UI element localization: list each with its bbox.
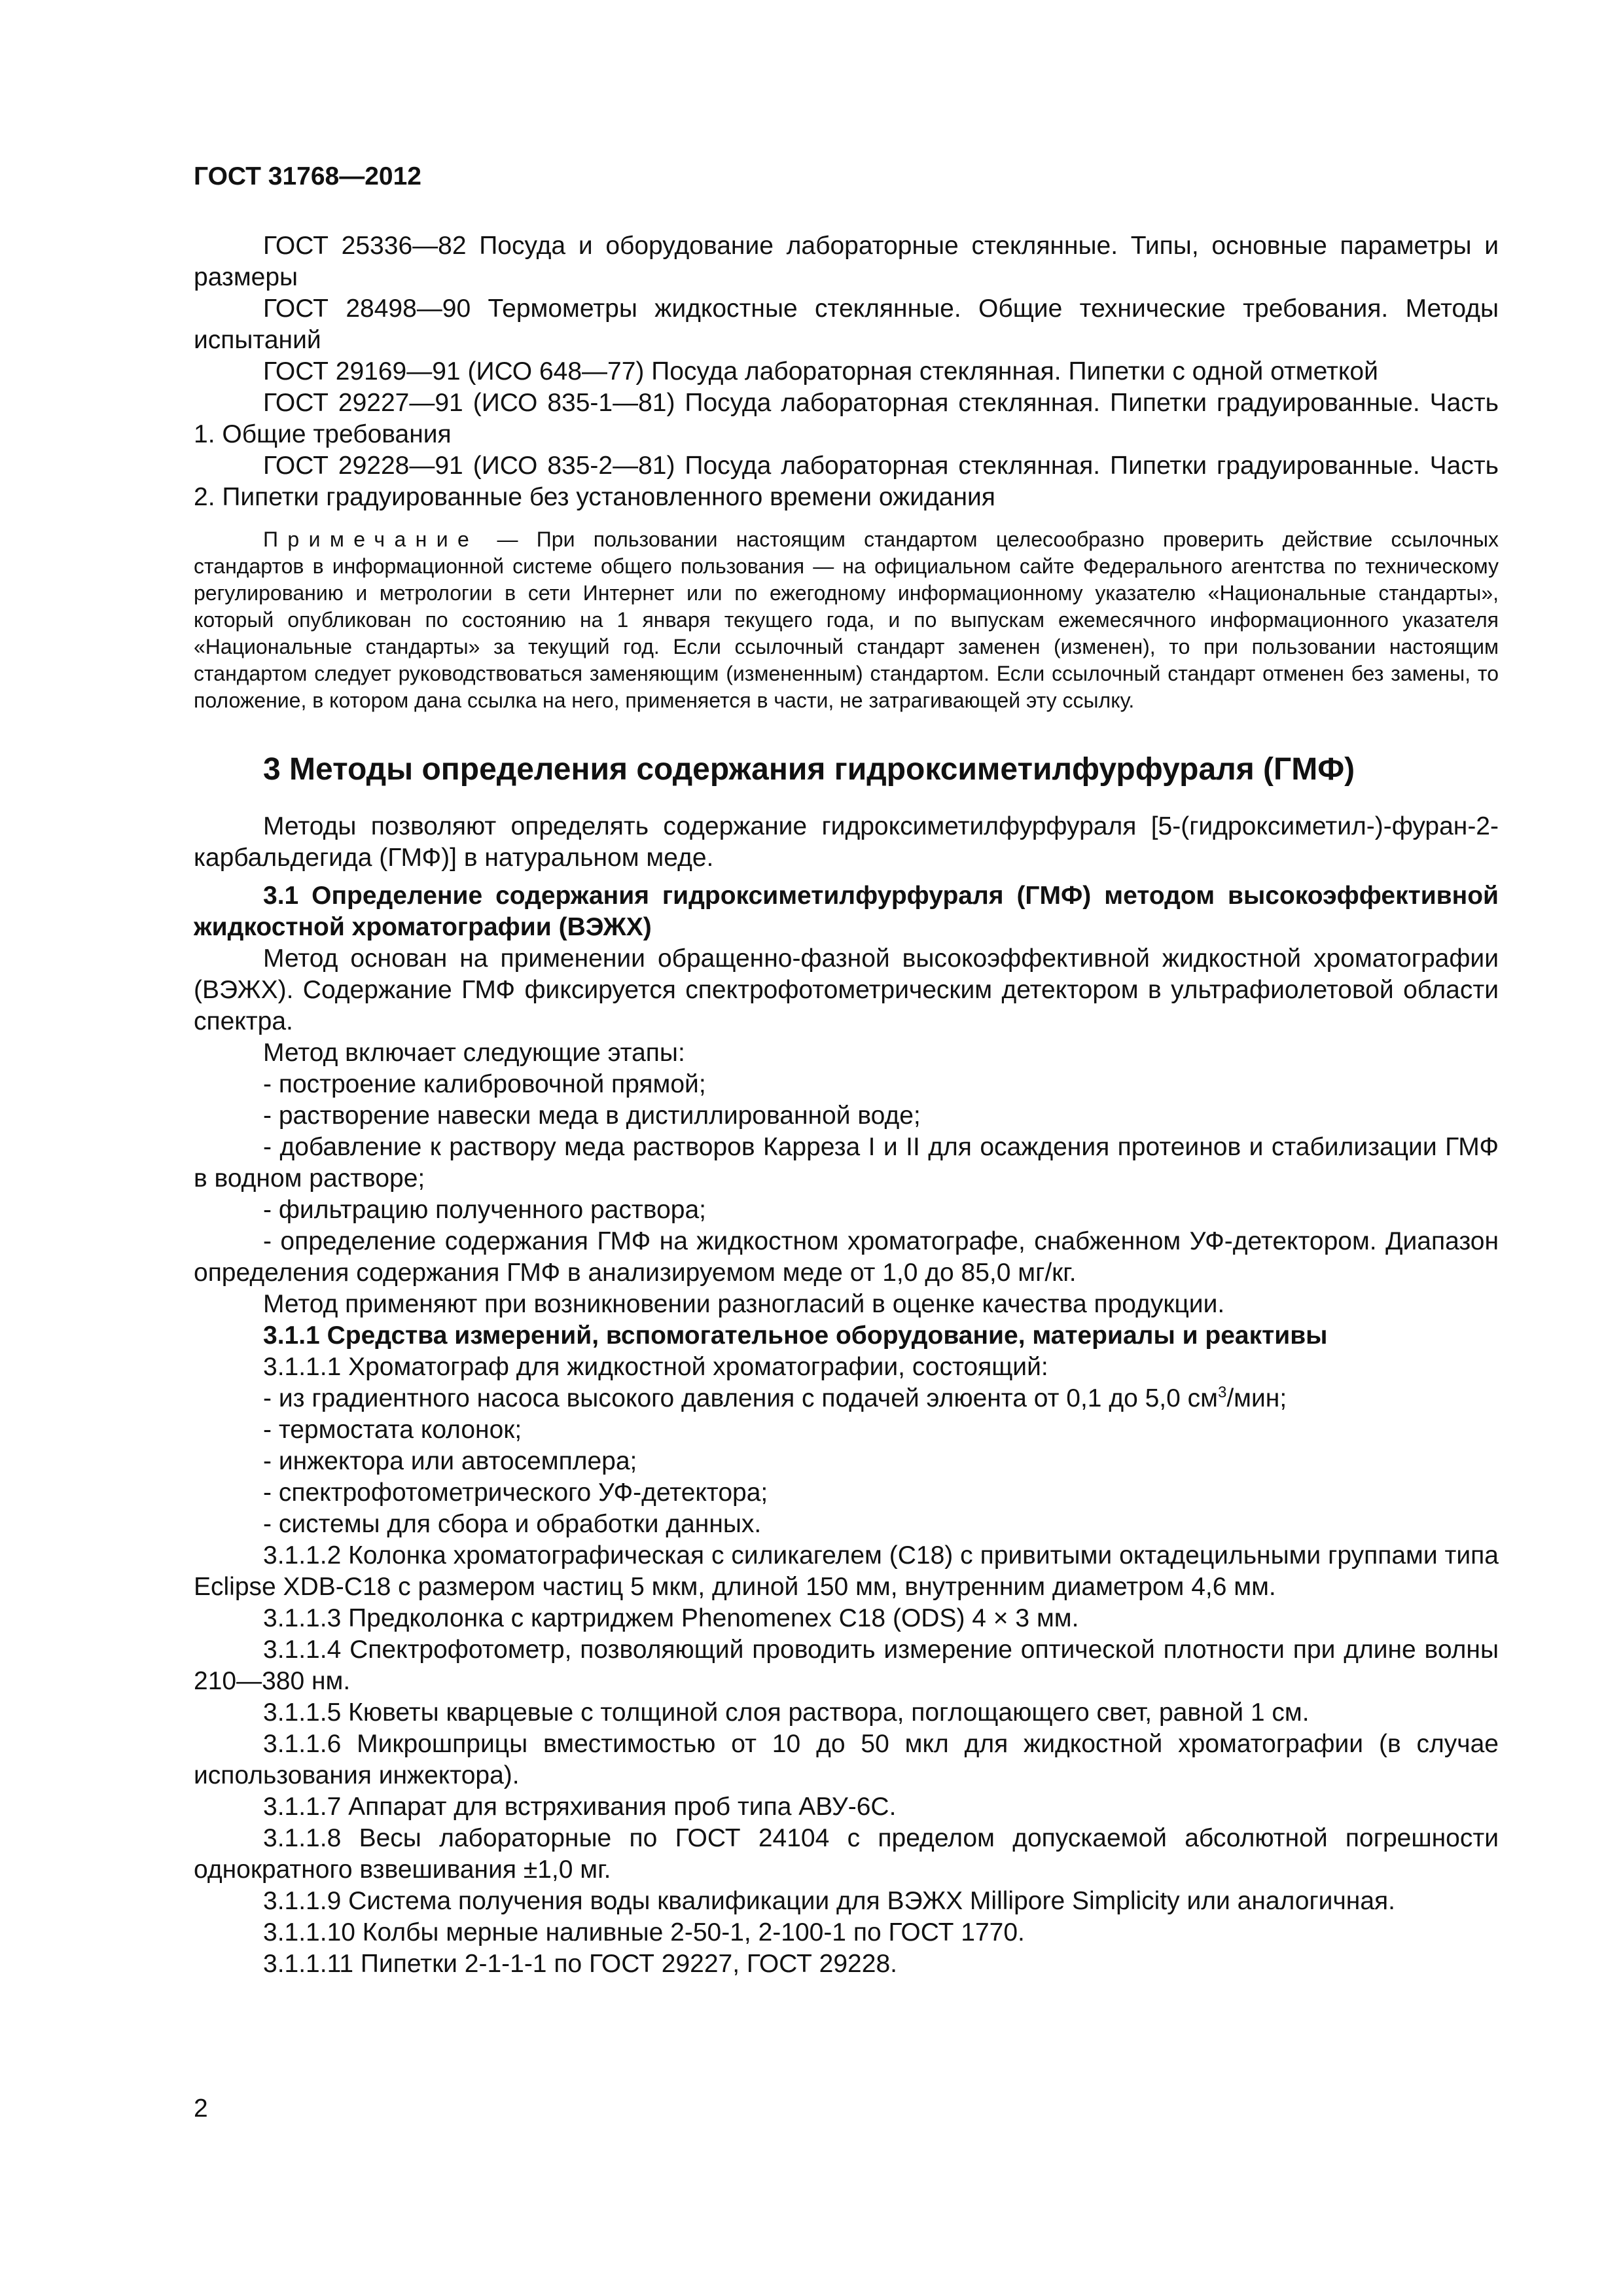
subsubsection-heading: 3.1.1 Средства измерений, вспомогательное оборудование, материалы и реактивы [263,1321,1328,1350]
list-item [194,1383,1499,1414]
numbered-item: 3.1.1.10 Колбы мерные наливные 2-50-1, 2-100-1 по ГОСТ 1770. [263,1918,1025,1946]
paragraph: Метод включает следующие этапы: [263,1039,685,1067]
note-label: Примечание [263,528,479,551]
section-heading: 3 Методы определения содержания гидроксиметилфурфураля (ГМФ) [263,752,1355,787]
list-item-text: - из градиентного насоса высокого давления с подачей элюента от 0,1 до 5,0 см [263,1384,1218,1412]
section-intro: Методы позволяют определять содержание гидроксиметилфурфураля [5-(гидроксиметил-)-фуран-2-карбальдегида (ГМФ)] в натуральном меде. [194,812,1499,872]
list-item: - спектрофотометрического УФ-детектора; [263,1479,768,1507]
numbered-item: 3.1.1.7 Аппарат для встряхивания проб типа АВУ-6С. [263,1793,897,1821]
note-text: — При пользовании настоящим стандартом целесообразно проверить действие ссылочных стандартов в информационной системе общего пользования — на официальном сайте Федерального агентства по техническому регулированию и метрологии в сети Интернет или по ежегодному информационному указателю «Национальные стандарты», который опубликован по состоянию на 1 января текущего года, и по выпускам ежемесячного информационного указателя «Национальные стандарты» за текущий год. Если ссылочный стандарт заменен (изменен), то при пользовании настоящим стандартом следует руководствоваться заменяющим (измененным) стандартом. Если ссылочный стандарт отменен без замены, то положение, в котором дана ссылка на него, применяется в части, не затрагивающей эту ссылку. [194,528,1499,712]
subsection-heading: 3.1 Определение содержания гидроксиметилфурфураля (ГМФ) методом высокоэффективной жидкостной хроматографии (ВЭЖХ) [194,882,1499,941]
list-item-text: /мин; [1226,1384,1287,1412]
numbered-item: 3.1.1.8 Весы лабораторные по ГОСТ 24104 с пределом допускаемой абсолютной погрешности однократного взвешивания ±1,0 мг. [194,1824,1499,1884]
numbered-item: 3.1.1.5 Кюветы кварцевые с толщиной слоя раствора, поглощающего свет, равной 1 см. [263,1698,1310,1727]
reference-item: ГОСТ 29169—91 (ИСО 648—77) Посуда лабораторная стеклянная. Пипетки с одной отметкой [263,357,1378,386]
reference-item: ГОСТ 29227—91 (ИСО 835-1—81) Посуда лабораторная стеклянная. Пипетки градуированные. Часть 1. Общие требования [194,389,1499,448]
reference-item: ГОСТ 28498—90 Термометры жидкостные стеклянные. Общие технические требования. Методы испытаний [194,295,1499,354]
list-item: - добавление к раствору меда растворов Карреза I и II для осаждения протеинов и стабилизации ГМФ в водном растворе; [194,1133,1499,1193]
list-item: - системы для сбора и обработки данных. [263,1510,762,1538]
page-number: 2 [194,2094,208,2123]
numbered-item: 3.1.1.6 Микрошприцы вместимостью от 10 до 50 мкл для жидкостной хроматографии (в случае использования инжектора). [194,1730,1499,1789]
list-item: - определение содержания ГМФ на жидкостном хроматографе, снабженном УФ-детектором. Диапазон определения содержания ГМФ в анализируемом меде от 1,0 до 85,0 мг/кг. [194,1227,1499,1287]
list-item: - инжектора или автосемплера; [263,1447,637,1475]
numbered-item: 3.1.1.9 Система получения воды квалификации для ВЭЖХ Millipore Simplicity или аналогичная. [263,1887,1395,1915]
list-item: - термостата колонок; [263,1416,522,1444]
numbered-item: 3.1.1.3 Предколонка с картриджем Phenomenex C18 (ODS) 4 × 3 мм. [263,1604,1079,1632]
list-item: - растворение навески меда в дистиллированной воде; [263,1102,921,1130]
reference-item: ГОСТ 25336—82 Посуда и оборудование лабораторные стеклянные. Типы, основные параметры и размеры [194,232,1499,291]
note-paragraph [194,526,1499,714]
list-item: - построение калибровочной прямой; [263,1070,706,1098]
paragraph: Метод применяют при возникновении разногласий в оценке качества продукции. [263,1290,1225,1318]
numbered-item: 3.1.1.2 Колонка хроматографическая с силикагелем (С18) с привитыми октадецильными группами типа Eclipse XDB-C18 с размером частиц 5 мкм, длиной 150 мм, внутренним диаметром 4,6 мм. [194,1541,1499,1601]
paragraph: Метод основан на применении обращенно-фазной высокоэффективной жидкостной хроматографии (ВЭЖХ). Содержание ГМФ фиксируется спектрофотометрическим детектором в ультрафиолетовой области спектра. [194,944,1499,1035]
document-header: ГОСТ 31768—2012 [194,162,421,190]
list-item: - фильтрацию полученного раствора; [263,1196,706,1224]
reference-item: ГОСТ 29228—91 (ИСО 835-2—81) Посуда лабораторная стеклянная. Пипетки градуированные. Часть 2. Пипетки градуированные без установленного времени ожидания [194,452,1499,511]
numbered-item: 3.1.1.11 Пипетки 2-1-1-1 по ГОСТ 29227, ГОСТ 29228. [263,1950,897,1978]
numbered-item: 3.1.1.1 Хроматограф для жидкостной хроматографии, состоящий: [263,1353,1048,1381]
page-content [194,230,1499,1980]
numbered-item: 3.1.1.4 Спектрофотометр, позволяющий проводить измерение оптической плотности при длине волны 210—380 нм. [194,1636,1499,1695]
superscript: 3 [1217,1384,1227,1401]
